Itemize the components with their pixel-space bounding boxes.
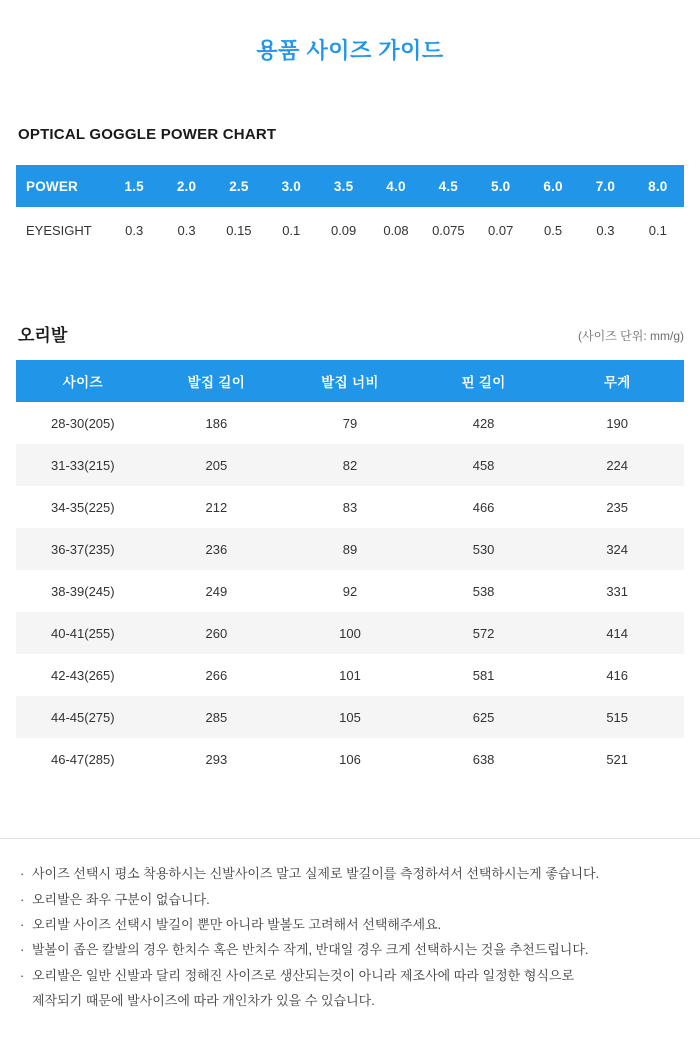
eyesight-value-4: 0.1 <box>265 207 317 253</box>
fin-section-title: 오리발 <box>18 326 68 346</box>
note-text: 오리발 사이즈 선택시 발길이 뿐만 아니라 발볼도 고려해서 선택해주세요. <box>32 917 442 933</box>
eyesight-value-8: 0.07 <box>475 207 527 253</box>
cell-weight: 416 <box>550 654 684 696</box>
cell-size: 46-47(285) <box>16 738 150 780</box>
eyesight-value-10: 0.3 <box>579 207 631 253</box>
cell-foot-pocket-width: 105 <box>283 696 417 738</box>
eyesight-value-3: 0.15 <box>213 207 265 253</box>
eyesight-value-11: 0.1 <box>632 207 684 253</box>
table-row <box>16 402 684 444</box>
cell-fin-length: 625 <box>417 696 551 738</box>
cell-weight: 331 <box>550 570 684 612</box>
optical-table-body <box>16 207 684 253</box>
fin-section-header <box>16 321 684 346</box>
cell-fin-length: 572 <box>417 612 551 654</box>
note-text: 오리발은 좌우 구분이 없습니다. <box>32 891 210 907</box>
column-header-size: 사이즈 <box>16 360 150 402</box>
fin-section <box>0 321 700 780</box>
column-header-fin-length: 핀 길이 <box>417 360 551 402</box>
cell-size: 31-33(215) <box>16 444 150 486</box>
cell-foot-pocket-length: 186 <box>150 402 284 444</box>
table-row <box>16 696 684 738</box>
cell-size: 34-35(225) <box>16 486 150 528</box>
column-header-9: 6.0 <box>527 165 579 207</box>
column-header-6: 4.0 <box>370 165 422 207</box>
eyesight-value-2: 0.3 <box>160 207 212 253</box>
table-row <box>16 570 684 612</box>
cell-foot-pocket-length: 236 <box>150 528 284 570</box>
optical-power-table <box>16 165 684 253</box>
column-header-foot-pocket-length: 발집 길이 <box>150 360 284 402</box>
column-header-8: 5.0 <box>475 165 527 207</box>
table-row <box>16 486 684 528</box>
table-row <box>16 444 684 486</box>
cell-size: 28-30(205) <box>16 402 150 444</box>
bullet-dot-icon: · <box>20 967 25 983</box>
note-continuation: 제작되기 때문에 발사이즈에 따라 개인차가 있을 수 있습니다. <box>32 993 375 1009</box>
cell-size: 40-41(255) <box>16 612 150 654</box>
cell-weight: 521 <box>550 738 684 780</box>
cell-size: 42-43(265) <box>16 654 150 696</box>
cell-fin-length: 428 <box>417 402 551 444</box>
fin-size-table <box>16 360 684 780</box>
cell-weight: 515 <box>550 696 684 738</box>
column-header-5: 3.5 <box>317 165 369 207</box>
row-label-eyesight: EYESIGHT <box>16 207 108 253</box>
note-item <box>20 937 680 962</box>
cell-foot-pocket-length: 260 <box>150 612 284 654</box>
column-header-3: 2.5 <box>213 165 265 207</box>
page-title: 용품 사이즈 가이드 <box>256 38 444 63</box>
bullet-dot-icon: · <box>20 917 25 933</box>
cell-weight: 414 <box>550 612 684 654</box>
column-header-weight: 무게 <box>550 360 684 402</box>
cell-foot-pocket-width: 106 <box>283 738 417 780</box>
cell-weight: 190 <box>550 402 684 444</box>
column-header-11: 8.0 <box>632 165 684 207</box>
optical-goggle-section <box>0 126 700 253</box>
cell-size: 38-39(245) <box>16 570 150 612</box>
cell-size: 44-45(275) <box>16 696 150 738</box>
cell-foot-pocket-length: 249 <box>150 570 284 612</box>
column-header-2: 2.0 <box>160 165 212 207</box>
column-header-7: 4.5 <box>422 165 474 207</box>
note-item <box>20 861 680 886</box>
note-text: 오리발은 일반 신발과 달리 정해진 사이즈로 생산되는것이 아니라 제조사에 따라 일정한 형식으로 <box>32 967 575 983</box>
table-row <box>16 528 684 570</box>
eyesight-value-7: 0.075 <box>422 207 474 253</box>
column-header-1: 1.5 <box>108 165 160 207</box>
cell-fin-length: 466 <box>417 486 551 528</box>
cell-foot-pocket-width: 79 <box>283 402 417 444</box>
cell-foot-pocket-width: 89 <box>283 528 417 570</box>
table-row <box>16 207 684 253</box>
cell-foot-pocket-width: 82 <box>283 444 417 486</box>
cell-fin-length: 538 <box>417 570 551 612</box>
cell-weight: 324 <box>550 528 684 570</box>
cell-fin-length: 581 <box>417 654 551 696</box>
table-row <box>16 738 684 780</box>
cell-fin-length: 530 <box>417 528 551 570</box>
table-header-row <box>16 165 684 207</box>
note-text: 발볼이 좁은 칼발의 경우 한치수 혹은 반치수 작게, 반대일 경우 크게 선택하시는 것을 추천드립니다. <box>32 942 589 958</box>
cell-foot-pocket-length: 293 <box>150 738 284 780</box>
cell-weight: 235 <box>550 486 684 528</box>
eyesight-value-6: 0.08 <box>370 207 422 253</box>
cell-foot-pocket-length: 205 <box>150 444 284 486</box>
cell-foot-pocket-width: 100 <box>283 612 417 654</box>
cell-foot-pocket-length: 285 <box>150 696 284 738</box>
note-item <box>20 963 680 988</box>
eyesight-value-1: 0.3 <box>108 207 160 253</box>
cell-size: 36-37(235) <box>16 528 150 570</box>
cell-fin-length: 638 <box>417 738 551 780</box>
cell-foot-pocket-length: 212 <box>150 486 284 528</box>
bullet-dot-icon: · <box>20 866 25 882</box>
cell-fin-length: 458 <box>417 444 551 486</box>
column-header-power: POWER <box>16 165 108 207</box>
note-item <box>20 887 680 912</box>
eyesight-value-9: 0.5 <box>527 207 579 253</box>
eyesight-value-5: 0.09 <box>317 207 369 253</box>
optical-section-heading: OPTICAL GOGGLE POWER CHART <box>18 126 277 144</box>
bullet-dot-icon: · <box>20 942 25 958</box>
notes-section <box>0 838 700 1043</box>
cell-foot-pocket-width: 92 <box>283 570 417 612</box>
column-header-4: 3.0 <box>265 165 317 207</box>
table-row <box>16 654 684 696</box>
note-item <box>20 912 680 937</box>
table-row <box>16 612 684 654</box>
cell-foot-pocket-width: 83 <box>283 486 417 528</box>
column-header-10: 7.0 <box>579 165 631 207</box>
cell-weight: 224 <box>550 444 684 486</box>
column-header-foot-pocket-width: 발집 너비 <box>283 360 417 402</box>
cell-foot-pocket-width: 101 <box>283 654 417 696</box>
optical-table-head <box>16 165 684 207</box>
fin-unit-note: (사이즈 단위: mm/g) <box>578 329 684 344</box>
note-text: 사이즈 선택시 평소 착용하시는 신발사이즈 말고 실제로 발길이를 측정하셔서 선택하시는게 좋습니다. <box>32 866 600 882</box>
fin-table-head <box>16 360 684 402</box>
table-header-row <box>16 360 684 402</box>
fin-table-body <box>16 402 684 780</box>
bullet-dot-icon: · <box>20 891 25 907</box>
cell-foot-pocket-length: 266 <box>150 654 284 696</box>
